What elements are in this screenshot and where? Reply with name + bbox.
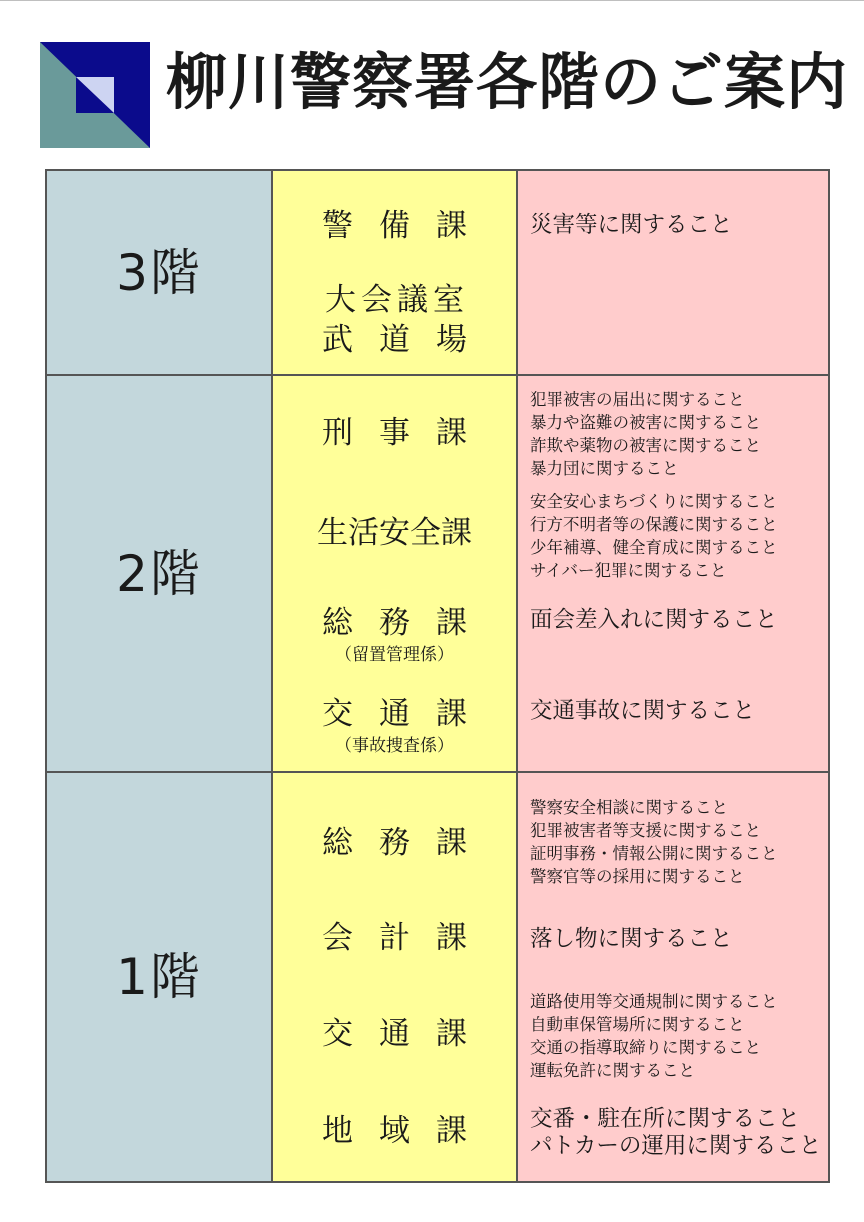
desc-line: 災害等に関すること — [530, 212, 733, 238]
desc-line: 面会差入れに関すること — [530, 607, 778, 633]
floor-cell-3f — [47, 171, 273, 374]
desc-keiji-2f — [530, 388, 826, 480]
floor-cell-2f — [47, 376, 273, 771]
floor-row-3f — [47, 171, 828, 374]
dept-subsection: （事故捜査係） — [335, 735, 454, 756]
desc-chiiki-1f — [530, 1106, 826, 1160]
dept-name: 総務課 — [322, 605, 493, 641]
dept-cell-3f — [273, 171, 518, 374]
floor-label-3f: 3階 — [116, 243, 202, 302]
desc-line: 運転免許に関すること — [530, 1061, 695, 1080]
dept-somu-1f — [273, 824, 516, 864]
dept-kotsu-1f — [273, 1015, 516, 1055]
floor-row-1f — [47, 771, 828, 1181]
dept-chiiki-1f — [273, 1112, 516, 1152]
dept-name: 生活安全課 — [317, 515, 472, 551]
floor-cell-1f — [47, 773, 273, 1181]
desc-line: パトカーの運用に関すること — [530, 1133, 822, 1159]
desc-line: 交通事故に関すること — [530, 698, 756, 724]
dept-name: 地域課 — [322, 1113, 493, 1149]
top-border-line — [0, 0, 864, 1]
floor-directory-table — [45, 169, 830, 1183]
page-title: 柳川警察署各階のご案内 — [166, 47, 849, 118]
police-logo-icon — [40, 42, 150, 148]
dept-kaikei-1f — [273, 919, 516, 959]
desc-cell-3f — [518, 171, 828, 374]
desc-line: 安全安心まちづくりに関すること — [530, 492, 778, 511]
dept-somu-2f — [273, 604, 516, 665]
desc-seikatsu-2f — [530, 490, 826, 582]
desc-line: 少年補導、健全育成に関すること — [530, 538, 778, 557]
floor-label-1f: 1階 — [116, 948, 202, 1006]
dept-name: 交通課 — [322, 696, 493, 732]
desc-kotsu-1f — [530, 990, 826, 1082]
dept-name: 会計課 — [322, 920, 493, 956]
dept-subsection: （留置管理係） — [335, 644, 454, 665]
desc-line: 交通の指導取締りに関すること — [530, 1038, 761, 1057]
desc-cell-1f — [518, 773, 828, 1181]
floor-row-2f — [47, 374, 828, 771]
dept-name: 交通課 — [322, 1016, 493, 1052]
desc-line: 犯罪被害の届出に関すること — [530, 390, 745, 409]
desc-kotsu-2f — [530, 699, 826, 725]
desc-line: 道路使用等交通規制に関すること — [530, 992, 778, 1011]
desc-line: 行方不明者等の保護に関すること — [530, 515, 778, 534]
dept-keibi-3f — [273, 207, 516, 247]
desc-cell-2f — [518, 376, 828, 771]
dept-name-line2: 武道場 — [322, 321, 493, 358]
desc-line: 証明事務・情報公開に関すること — [530, 844, 778, 863]
dept-cell-1f — [273, 773, 518, 1181]
floor-label-2f: 2階 — [116, 544, 202, 603]
desc-somu-2f — [530, 608, 826, 634]
desc-kaikei-1f — [530, 927, 826, 953]
desc-line: 交番・駐在所に関すること — [530, 1106, 801, 1132]
desc-line: 警察安全相談に関すること — [530, 798, 728, 817]
desc-line: 落し物に関すること — [530, 926, 733, 952]
desc-line: 詐欺や薬物の被害に関すること — [530, 436, 761, 455]
dept-conference-3f — [273, 281, 516, 360]
dept-name: 総務課 — [322, 825, 493, 861]
desc-line: 警察官等の採用に関すること — [530, 867, 745, 886]
desc-line: 自動車保管場所に関すること — [530, 1015, 745, 1034]
dept-name: 警備課 — [322, 208, 493, 244]
dept-name: 大会議室 — [325, 282, 469, 318]
desc-line: 暴力団に関すること — [530, 459, 679, 478]
dept-name: 刑事課 — [322, 415, 493, 451]
dept-keiji-2f — [273, 414, 516, 454]
desc-line: サイバー犯罪に関すること — [530, 561, 727, 580]
desc-line: 暴力や盗難の被害に関すること — [530, 413, 761, 432]
desc-keibi-3f — [530, 213, 826, 239]
desc-line: 犯罪被害者等支援に関すること — [530, 821, 761, 840]
desc-somu-1f — [530, 796, 826, 888]
dept-seikatsu-2f — [273, 514, 516, 554]
dept-kotsu-2f — [273, 695, 516, 756]
dept-cell-2f — [273, 376, 518, 771]
